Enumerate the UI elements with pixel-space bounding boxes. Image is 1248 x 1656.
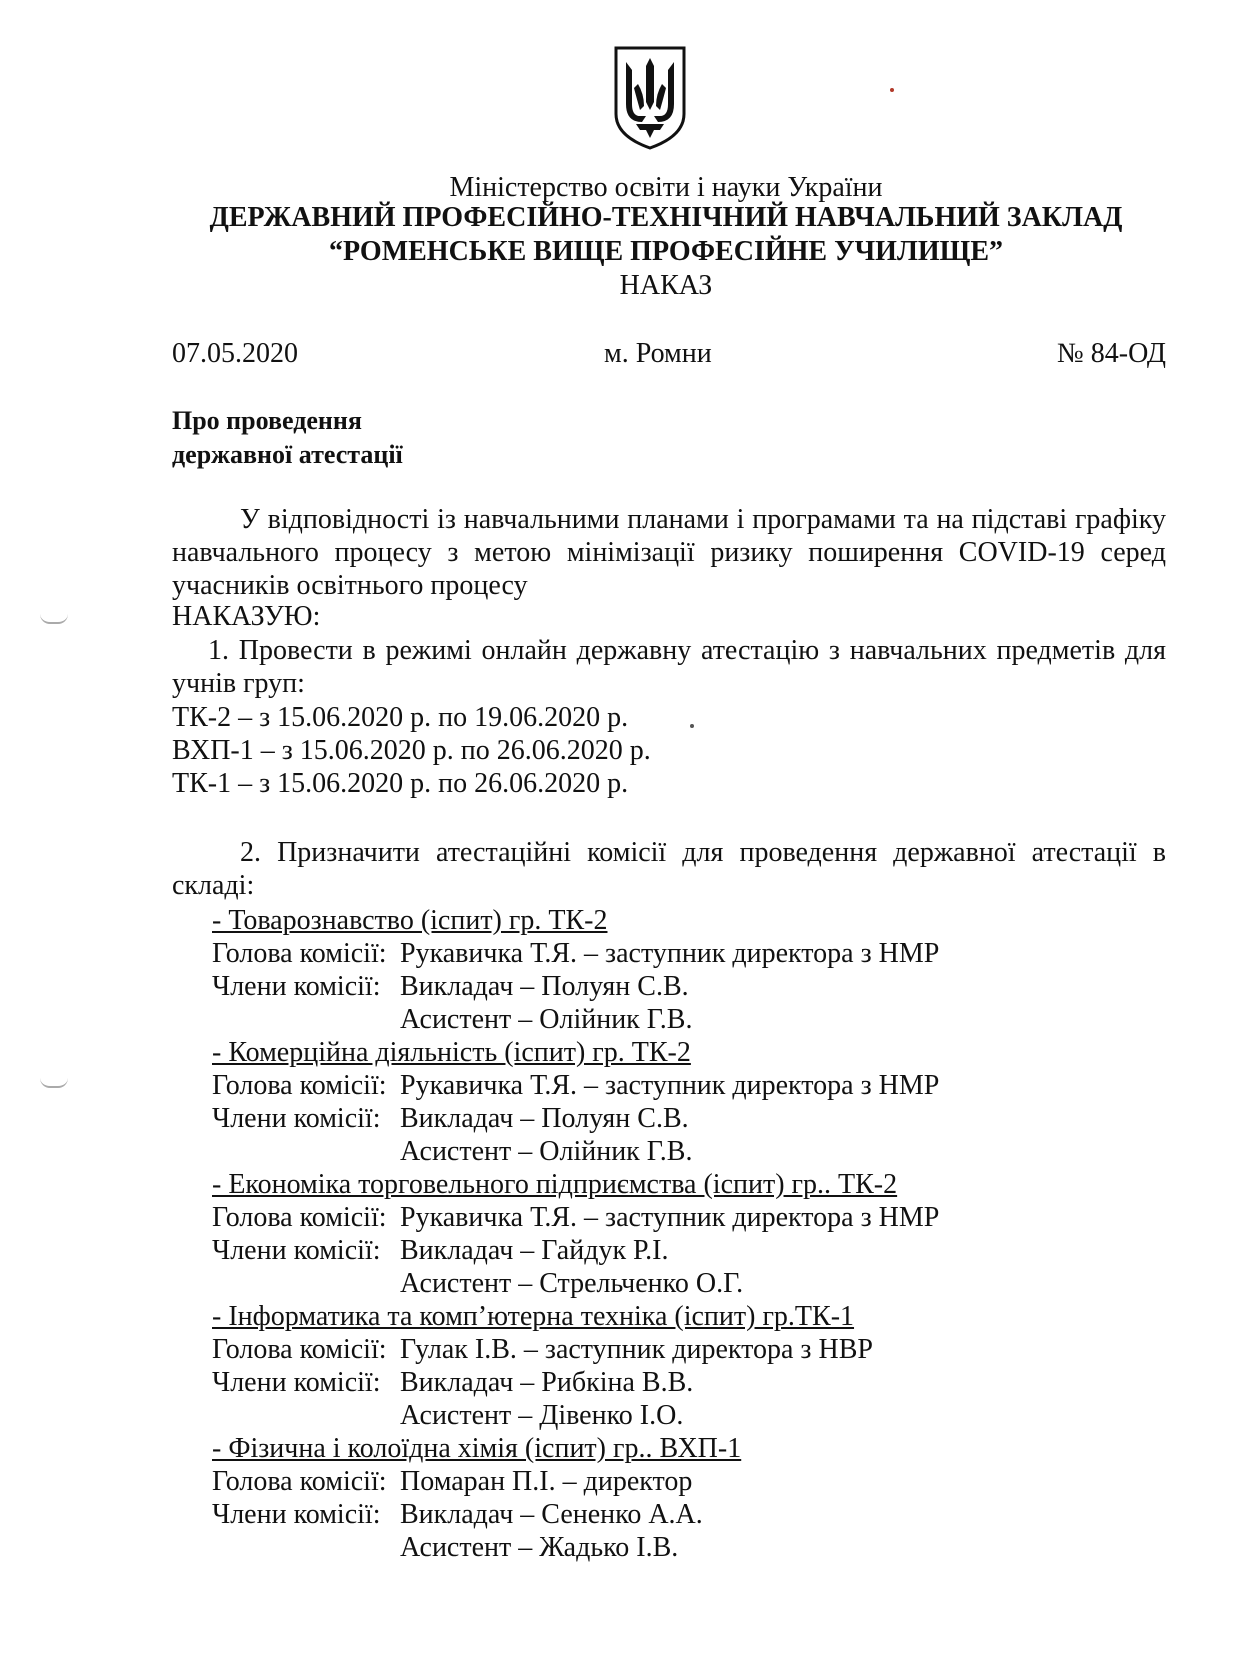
commission-head: Рукавичка Т.Я. – заступник директора з НМР bbox=[400, 1070, 940, 1101]
head-label: Голова комісії: bbox=[212, 1466, 387, 1497]
commission-teacher: Викладач – Полуян С.В. bbox=[400, 971, 689, 1002]
commission-assistant: Асистент – Олійник Г.В. bbox=[400, 1136, 693, 1167]
commission-subject: - Інформатика та комп’ютерна техніка (іспит) гр.ТК-1 bbox=[212, 1301, 855, 1332]
commission-block bbox=[212, 904, 939, 1036]
schedule-row: ВХП-1 – з 15.06.2020 р. по 26.06.2020 р. bbox=[172, 735, 651, 766]
scan-speck bbox=[890, 88, 894, 92]
schedule-row: ТК-1 – з 15.06.2020 р. по 26.06.2020 р. bbox=[172, 768, 629, 799]
commission-subject: - Комерційна діяльність (іспит) гр. ТК-2 bbox=[212, 1037, 691, 1068]
commission-head: Рукавичка Т.Я. – заступник директора з НМР bbox=[400, 938, 940, 969]
commission-teacher: Викладач – Рибкіна В.В. bbox=[400, 1367, 694, 1398]
punch-hole-mark bbox=[40, 1078, 68, 1088]
institution-name: ДЕРЖАВНИЙ ПРОФЕСІЙНО-ТЕХНІЧНИЙ НАВЧАЛЬНИЙ ЗАКЛАД bbox=[209, 202, 1123, 233]
order-number: № 84-ОД bbox=[1057, 338, 1166, 369]
members-label: Члени комісії: bbox=[212, 1499, 381, 1530]
commission-block bbox=[212, 1432, 741, 1564]
subject-line-1: Про проведення bbox=[172, 406, 362, 435]
commission-block bbox=[212, 1168, 939, 1300]
commission-block bbox=[212, 1300, 873, 1432]
school-name: “РОМЕНСЬКЕ ВИЩЕ ПРОФЕСІЙНЕ УЧИЛИЩЕ” bbox=[328, 236, 1004, 267]
trident-icon bbox=[610, 44, 690, 152]
item-2-text: 2. Призначити атестаційні комісії для проведення державної атестації в складі: bbox=[172, 837, 1166, 901]
commission-assistant: Асистент – Дівенко І.О. bbox=[400, 1400, 684, 1431]
commission-assistant: Асистент – Олійник Г.В. bbox=[400, 1004, 693, 1035]
order-word: НАКАЗУЮ: bbox=[172, 601, 321, 632]
order-date: 07.05.2020 bbox=[172, 338, 298, 369]
head-label: Голова комісії: bbox=[212, 1070, 387, 1101]
commission-assistant: Асистент – Стрельченко О.Г. bbox=[400, 1268, 744, 1299]
commission-teacher: Викладач – Полуян С.В. bbox=[400, 1103, 689, 1134]
members-label: Члени комісії: bbox=[212, 1235, 381, 1266]
item-1-text: 1. Провести в режимі онлайн державну атестацію з навчальних предметів для учнів груп: bbox=[172, 635, 1166, 699]
head-label: Голова комісії: bbox=[212, 1334, 387, 1365]
commission-subject: - Фізична і колоїдна хімія (іспит) гр.. ВХП-1 bbox=[212, 1433, 742, 1464]
subject-line-2: державної атестації bbox=[172, 440, 403, 469]
commission-head: Гулак І.В. – заступник директора з НВР bbox=[400, 1334, 873, 1365]
punch-hole-mark bbox=[40, 614, 68, 624]
intro-paragraph: У відповідності із навчальними планами і програмами та на підставі графіку навчального процесу з метою мінімізації ризику поширення COVID-19 серед учасників освітнього процесу bbox=[172, 504, 1166, 601]
scan-speck bbox=[690, 724, 694, 728]
ministry-name: Міністерство освіти і науки України bbox=[449, 172, 883, 203]
members-label: Члени комісії: bbox=[212, 1367, 381, 1398]
members-label: Члени комісії: bbox=[212, 1103, 381, 1134]
commission-head: Рукавичка Т.Я. – заступник директора з НМР bbox=[400, 1202, 940, 1233]
commission-assistant: Асистент – Жадько І.В. bbox=[400, 1532, 679, 1563]
head-label: Голова комісії: bbox=[212, 938, 387, 969]
commission-teacher: Викладач – Гайдук Р.І. bbox=[400, 1235, 669, 1266]
order-city: м. Ромни bbox=[604, 338, 712, 369]
commission-subject: - Товарознавство (іспит) гр. ТК-2 bbox=[212, 905, 608, 936]
head-label: Голова комісії: bbox=[212, 1202, 387, 1233]
commission-head: Помаран П.І. – директор bbox=[400, 1466, 693, 1497]
schedule-row: ТК-2 – з 15.06.2020 р. по 19.06.2020 р. bbox=[172, 702, 629, 733]
document-type: НАКАЗ bbox=[619, 270, 713, 301]
commission-block bbox=[212, 1036, 939, 1168]
commission-subject: - Економіка торговельного підприємства (іспит) гр.. ТК-2 bbox=[212, 1169, 898, 1200]
commission-teacher: Викладач – Сененко А.А. bbox=[400, 1499, 703, 1530]
members-label: Члени комісії: bbox=[212, 971, 381, 1002]
